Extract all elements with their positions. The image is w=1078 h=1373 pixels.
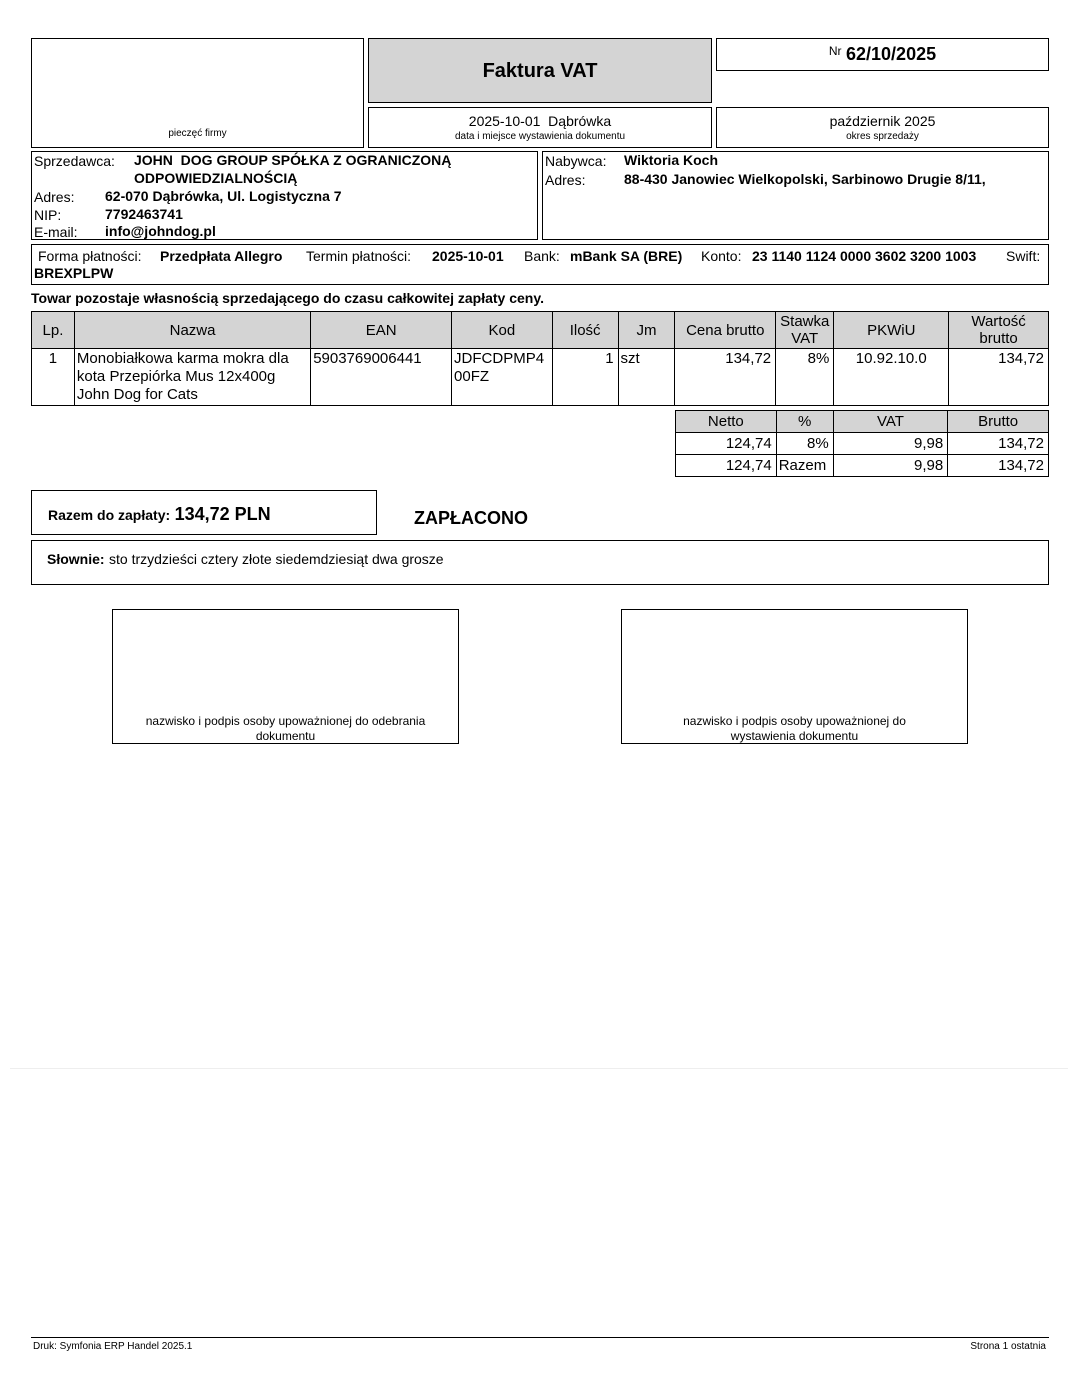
cell-vat-rate: 8% — [776, 349, 834, 406]
in-words-label: Słownie: — [47, 551, 105, 567]
page-divider — [10, 1068, 1068, 1069]
col-header-ean: EAN — [311, 312, 452, 349]
table-row — [676, 433, 1049, 455]
vat-brutto: 134,72 — [948, 433, 1049, 455]
sale-period-caption: okres sprzedaży — [846, 131, 919, 142]
table-row — [676, 455, 1049, 477]
issue-date-box — [368, 107, 712, 148]
payment-box — [31, 244, 1049, 285]
col-header-name: Nazwa — [74, 312, 310, 349]
seller-name-line2: ODPOWIEDZIALNOŚCIĄ — [134, 170, 298, 186]
seller-label: Sprzedawca: — [34, 153, 115, 169]
vat-header-brutto: Brutto — [948, 411, 1049, 433]
seller-nip: 7792463741 — [105, 206, 183, 222]
cell-value: 134,72 — [949, 349, 1049, 406]
footer-printed-by: Druk: Symfonia ERP Handel 2025.1 — [33, 1341, 193, 1352]
vat-header-netto: Netto — [676, 411, 777, 433]
col-header-value: Wartość brutto — [949, 312, 1049, 349]
seller-email: info@johndog.pl — [105, 223, 216, 239]
account-number: 23 1140 1124 0000 3602 3200 1003 — [752, 248, 977, 264]
buyer-address-label: Adres: — [545, 172, 586, 188]
vat-amount: 9,98 — [833, 433, 948, 455]
seller-email-label: E-mail: — [34, 224, 78, 240]
in-words-box — [31, 540, 1049, 585]
sale-period-box — [716, 107, 1049, 148]
buyer-name: Wiktoria Koch — [624, 152, 718, 168]
cell-lp: 1 — [32, 349, 75, 406]
issue-date-place: 2025-10-01 Dąbrówka — [468, 113, 612, 129]
payment-form-label: Forma płatności: — [38, 248, 142, 264]
cell-unit: szt — [618, 349, 675, 406]
paid-status: ZAPŁACONO — [414, 508, 528, 528]
invoice-number-value: 62/10/2025 — [846, 44, 937, 64]
seller-address-label: Adres: — [34, 189, 75, 205]
invoice-number-label: Nr — [828, 44, 842, 58]
issuer-signature-box — [621, 609, 968, 744]
in-words — [47, 551, 444, 569]
payment-due: 2025-10-01 — [432, 248, 504, 264]
total-due — [48, 504, 271, 525]
total-due-amount: 134,72 PLN — [174, 504, 271, 524]
swift-label: Swift: — [1006, 248, 1041, 264]
footer-page: Strona 1 ostatnia — [970, 1341, 1046, 1352]
footer-rule — [31, 1337, 1049, 1338]
col-header-vat-rate: Stawka VAT — [776, 312, 834, 349]
seller-name-line1: JOHN DOG GROUP SPÓŁKA Z OGRANICZONĄ — [134, 152, 452, 168]
cell-price: 134,72 — [675, 349, 776, 406]
receiver-signature-caption: nazwisko i podpis osoby upoważnionej do odebrania dokumentu — [145, 714, 426, 743]
col-header-lp: Lp. — [32, 312, 75, 349]
issue-caption: data i miejsce wystawienia dokumentu — [454, 131, 626, 142]
account-label: Konto: — [701, 248, 742, 264]
vat-rate: 8% — [776, 433, 833, 455]
col-header-price: Cena brutto — [675, 312, 776, 349]
vat-netto: 124,74 — [676, 433, 777, 455]
items-table — [31, 311, 1049, 406]
receiver-signature-box — [112, 609, 459, 744]
cell-name: Monobiałkowa karma mokra dla kota Przepiórka Mus 12x400g John Dog for Cats — [74, 349, 310, 406]
vat-total-netto: 124,74 — [676, 455, 777, 477]
sale-period: październik 2025 — [829, 113, 936, 129]
col-header-qty: Ilość — [552, 312, 618, 349]
invoice-number — [717, 44, 1048, 65]
buyer-box — [542, 151, 1049, 240]
table-row — [32, 349, 1049, 406]
vat-header-vat: VAT — [833, 411, 948, 433]
cell-ean: 5903769006441 — [311, 349, 452, 406]
seller-nip-label: NIP: — [34, 207, 62, 223]
document-title-box — [368, 38, 712, 103]
vat-total-brutto: 134,72 — [948, 455, 1049, 477]
swift-code: BREXPLPW — [34, 265, 114, 281]
stamp-label: pieczęć firmy — [168, 128, 227, 139]
vat-total-amount: 9,98 — [833, 455, 948, 477]
payment-form: Przedpłata Allegro — [160, 248, 283, 264]
payment-due-label: Termin płatności: — [306, 248, 412, 264]
vat-total-label: Razem — [776, 455, 833, 477]
cell-pkwiu: 10.92.10.0 — [834, 349, 949, 406]
cell-qty: 1 — [552, 349, 618, 406]
invoice-number-box — [716, 38, 1049, 71]
buyer-label: Nabywca: — [545, 153, 607, 169]
total-due-label: Razem do zapłaty: — [48, 507, 171, 523]
cell-code: JDFCDPMP400FZ — [452, 349, 553, 406]
issuer-signature-caption: nazwisko i podpis osoby upoważnionej do wystawienia dokumentu — [683, 714, 906, 743]
bank-name: mBank SA (BRE) — [570, 248, 683, 264]
ownership-note: Towar pozostaje własnością sprzedającego do czasu całkowitej zapłaty ceny. — [31, 290, 544, 306]
bank-label: Bank: — [524, 248, 560, 264]
vat-header-rate: % — [776, 411, 833, 433]
buyer-address: 88-430 Janowiec Wielkopolski, Sarbinowo Drugie 8/11, — [624, 171, 986, 187]
col-header-code: Kod — [452, 312, 553, 349]
document-title: Faktura VAT — [482, 60, 598, 82]
col-header-unit: Jm — [618, 312, 675, 349]
seller-address: 62-070 Dąbrówka, Ul. Logistyczna 7 — [105, 188, 342, 204]
col-header-pkwiu: PKWiU — [834, 312, 949, 349]
total-due-box — [31, 490, 377, 535]
vat-summary-table — [675, 410, 1049, 477]
company-stamp-box — [31, 38, 364, 148]
in-words-text: sto trzydzieści cztery złote siedemdziesiąt dwa grosze — [109, 551, 444, 567]
seller-box — [31, 151, 538, 240]
